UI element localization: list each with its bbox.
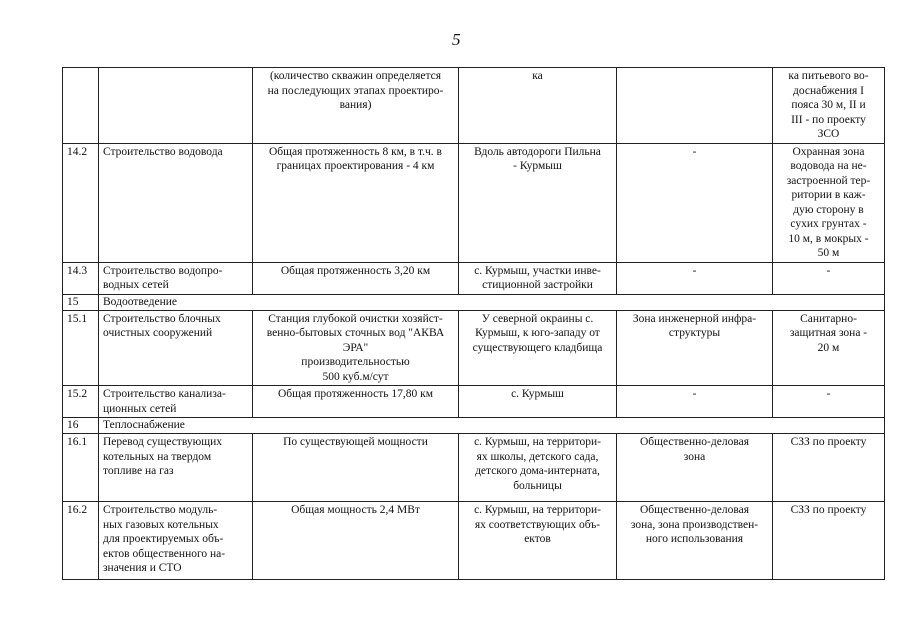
table-row	[63, 310, 885, 386]
restrictions-cell: СЗЗ по проекту	[773, 502, 885, 580]
zone-cell: Зона инженерной инфра- структуры	[617, 310, 773, 386]
row-number: 16.2	[63, 502, 99, 580]
zone-cell: -	[617, 386, 773, 418]
characteristics-cell: По существующей мощности	[253, 434, 459, 502]
infrastructure-table	[62, 67, 885, 580]
zone-cell: -	[617, 143, 773, 262]
row-number: 16.1	[63, 434, 99, 502]
location-cell: ка	[459, 68, 617, 144]
location-cell: Вдоль автодороги Пильна - Курмыш	[459, 143, 617, 262]
object-name-cell: Строительство водовода	[99, 143, 253, 262]
zone-cell: -	[617, 262, 773, 294]
row-number: 15.1	[63, 310, 99, 386]
object-name-cell	[99, 68, 253, 144]
restrictions-cell: ка питьевого во- доснабжения I пояса 30 м, II и III - по проекту ЗСО	[773, 68, 885, 144]
object-name-cell: Перевод существующих котельных на твердом топливе на газ	[99, 434, 253, 502]
section-number: 16	[63, 418, 99, 434]
row-number: 14.2	[63, 143, 99, 262]
characteristics-cell: (количество скважин определяется на последующих этапах проектиро- вания)	[253, 68, 459, 144]
zone-cell: Общественно-деловая зона	[617, 434, 773, 502]
row-number: 14.3	[63, 262, 99, 294]
restrictions-cell: СЗЗ по проекту	[773, 434, 885, 502]
restrictions-cell: Санитарно- защитная зона - 20 м	[773, 310, 885, 386]
characteristics-cell: Общая протяженность 3,20 км	[253, 262, 459, 294]
restrictions-cell: -	[773, 262, 885, 294]
table-row	[63, 434, 885, 502]
object-name-cell: Строительство модуль- ных газовых котельных для проектируемых объ- ектов общественного на- значения и СТО	[99, 502, 253, 580]
location-cell: с. Курмыш	[459, 386, 617, 418]
location-cell: У северной окраины с. Курмыш, к юго-западу от существующего кладбища	[459, 310, 617, 386]
location-cell: с. Курмыш, на территори- ях школы, детского сада, детского дома-интерната, больницы	[459, 434, 617, 502]
object-name-cell: Строительство блочных очистных сооружений	[99, 310, 253, 386]
table-row	[63, 68, 885, 144]
characteristics-cell: Общая протяженность 8 км, в т.ч. в границах проектирования - 4 км	[253, 143, 459, 262]
restrictions-cell: Охранная зона водовода на не- застроенной тер- ритории в каж- дую сторону в сухих грунтах - 10 м, в мокрых - 50 м	[773, 143, 885, 262]
section-row	[63, 418, 885, 434]
table-row	[63, 502, 885, 580]
table-row	[63, 386, 885, 418]
restrictions-cell: -	[773, 386, 885, 418]
row-number: 15.2	[63, 386, 99, 418]
zone-cell	[617, 68, 773, 144]
characteristics-cell: Общая протяженность 17,80 км	[253, 386, 459, 418]
section-row	[63, 294, 885, 310]
section-title: Водоотведение	[99, 294, 885, 310]
page-number: 5	[452, 30, 461, 49]
object-name-cell: Строительство водопро- водных сетей	[99, 262, 253, 294]
zone-cell: Общественно-деловая зона, зона производствен- ного использования	[617, 502, 773, 580]
table-row	[63, 143, 885, 262]
location-cell: с. Курмыш, на территори- ях соответствующих объ- ектов	[459, 502, 617, 580]
object-name-cell: Строительство канализа- ционных сетей	[99, 386, 253, 418]
location-cell: с. Курмыш, участки инве- стиционной застройки	[459, 262, 617, 294]
section-number: 15	[63, 294, 99, 310]
section-title: Теплоснабжение	[99, 418, 885, 434]
row-number	[63, 68, 99, 144]
characteristics-cell: Станция глубокой очистки хозяйст- венно-бытовых сточных вод "АКВА ЭРА" производительностью 500 куб.м/сут	[253, 310, 459, 386]
table-row	[63, 262, 885, 294]
characteristics-cell: Общая мощность 2,4 МВт	[253, 502, 459, 580]
